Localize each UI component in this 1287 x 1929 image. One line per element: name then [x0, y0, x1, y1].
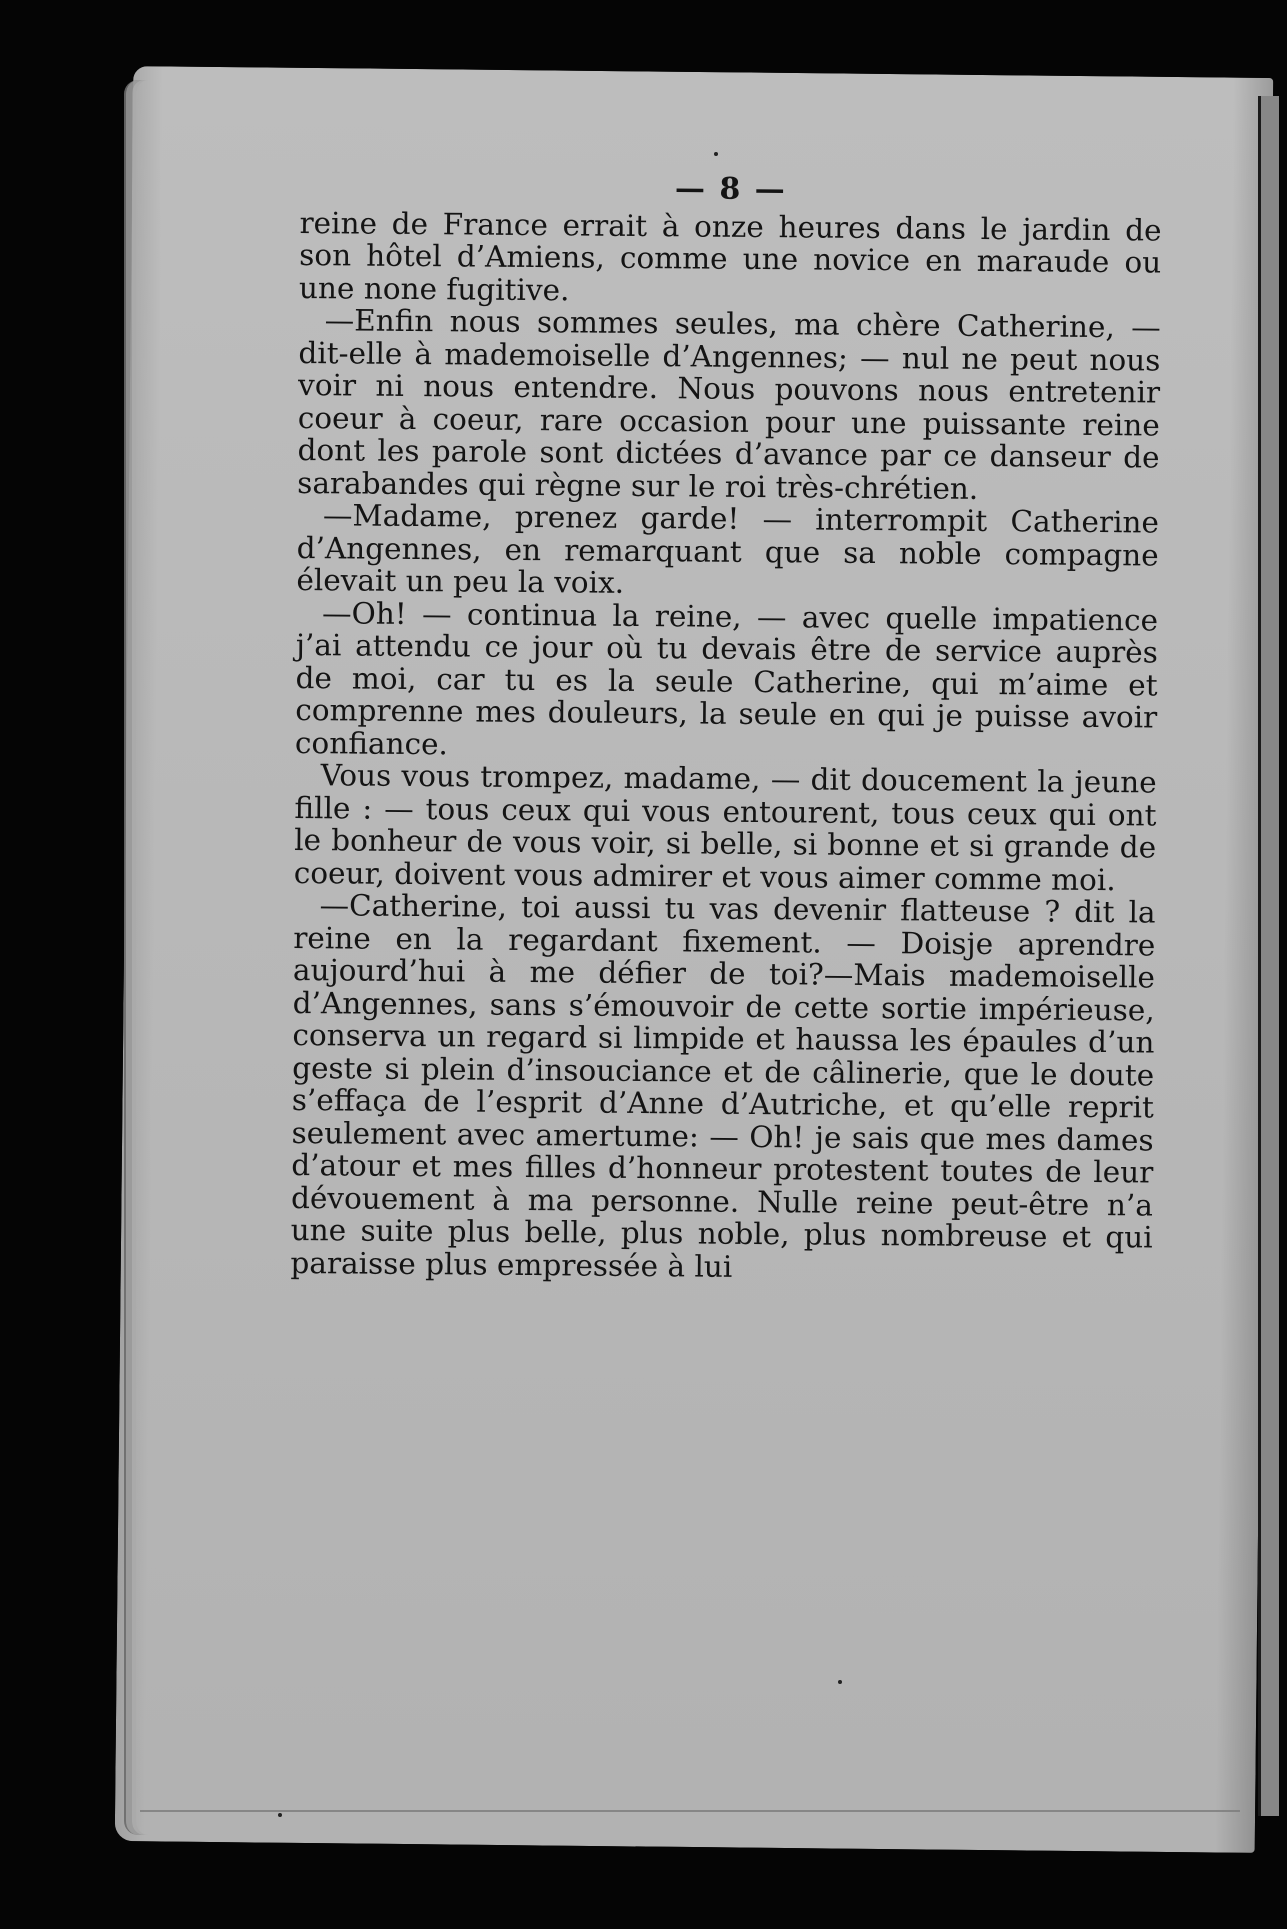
dust-speck [838, 1680, 842, 1684]
paragraph: —Enfin nous sommes seules, ma chère Catherine, — dit-elle à mademoiselle d’Angennes; — nul ne peut nous voir ni nous entendre. Nous pouvons nous entretenir coeur à coeur, rare occasion pour une puissante reine dont les parole sont dictées d’avance par ce danseur de sarabandes qui règne sur le roi très-chrétien. [297, 303, 1161, 506]
page-number: — 8 — [674, 171, 787, 208]
paragraph: —Catherine, toi aussi tu vas devenir flatteuse ? dit la reine en la regardant fixement. — Doisje aprendre aujourd’hui à me défier de toi?—Mais mademoiselle d’Angennes, sans s’émouvoir de cette sortie impérieuse, conserva un regard si limpide et haussa les épaules d’un geste si plein d’insouciance et de câlinerie, que le doute s’effaça de l’esprit d’Anne d’Autriche, et qu’elle reprit seulement avec amertume: — Oh! je sais que mes dames d’atour et mes filles d’honneur protestent toutes de leur dévouement à ma personne. Nulle reine peut-être n’a une suite plus belle, plus noble, plus nombreuse et qui paraisse plus empressée à lui [290, 888, 1156, 1284]
paragraph: Vous vous trompez, madame, — dit doucement la jeune fille : — tous ceux qui vous entourent, tous ceux qui ont le bonheur de vous voir, si belle, si bonne et si grande de coeur, doivent vous admirer et vous aimer comme moi. [293, 758, 1157, 897]
page-text-block [290, 170, 1162, 1286]
paragraph: reine de France errait à onze heures dans le jardin de son hôtel d’Amiens, comme une novice en maraude ou une none fugitive. [298, 205, 1162, 307]
book-spine-edge [1258, 96, 1279, 1816]
dust-speck [714, 152, 718, 156]
page-stack-edges [124, 80, 156, 1835]
paragraph: —Oh! — continua la reine, — avec quelle impatience j’ai attendu ce jour où tu devais être de service auprès de moi, car tu es la seule Catherine, qui m’aime et comprenne mes douleurs, la seule en qui je puisse avoir confiance. [294, 595, 1159, 761]
paragraph: —Madame, prenez garde! — interrompit Catherine d’Angennes, en remarquant que sa noble compagne élevait un peu la voix. [296, 498, 1160, 600]
dust-speck [278, 1813, 282, 1817]
page-bottom-edge [140, 1810, 1240, 1820]
